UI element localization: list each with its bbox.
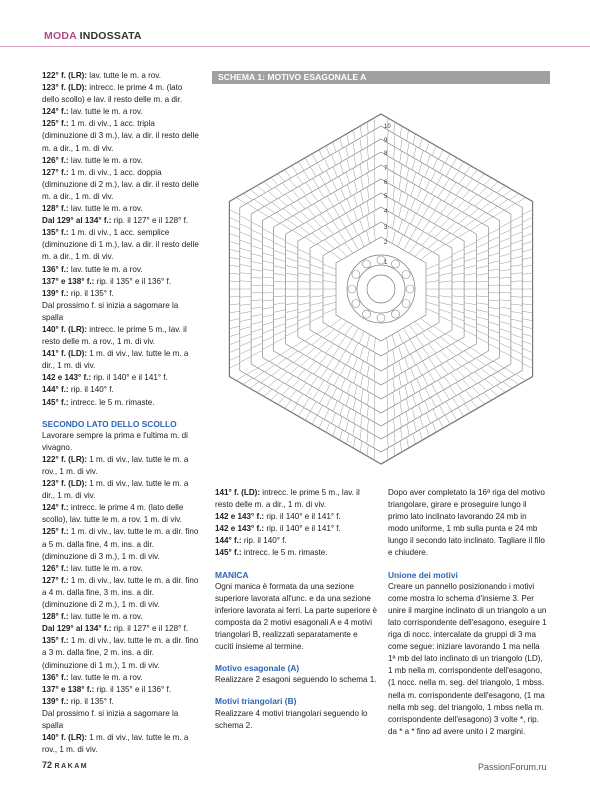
instruction-line: [42, 708, 200, 732]
row-label: 137° e 138° f.:: [42, 276, 95, 286]
instruction-line: [42, 575, 200, 611]
instruction-line: [215, 487, 377, 511]
row-label: 144° f.:: [42, 385, 69, 395]
column-middle: [215, 487, 377, 732]
round-number: 1: [384, 260, 388, 266]
instruction-line: [42, 684, 200, 696]
row-text: rip. il 140° e il 141° f.: [91, 373, 168, 383]
row-label: 137° e 138° f.:: [42, 684, 95, 694]
instruction-line: [42, 623, 200, 635]
column-right: [388, 487, 548, 738]
row-label: Dal 129° al 134° f.:: [42, 624, 112, 634]
row-text: Lavorare sempre la prima e l'ultima m. di vivagno.: [42, 430, 188, 452]
row-label: 125° f.:: [42, 527, 69, 537]
row-label: 127° f.:: [42, 575, 69, 585]
round-number: 7: [384, 166, 388, 172]
instruction-line: [42, 155, 200, 167]
row-text: intrecc. le 5 m. rimaste.: [241, 548, 328, 558]
row-text: lav. tutte le m. a rov.: [68, 612, 143, 622]
row-text: intrecc. le prime 4 m. (lato dello scollo) e lav. il resto delle m. a dir.: [42, 83, 183, 105]
row-label: Dal 129° al 134° f.:: [42, 216, 112, 226]
row-text: 1 m. di viv., lav. tutte le m. a dir., 1 m. di viv.: [42, 349, 189, 371]
heading-unione: Unione dei motivi: [388, 569, 458, 580]
instruction-line: [42, 106, 200, 118]
round-number: 8: [384, 151, 388, 157]
center-ring: [367, 275, 395, 303]
instruction-line: [42, 478, 200, 502]
hexagon-round: [323, 222, 439, 356]
row-label: 122° f. (LR):: [42, 71, 88, 80]
instruction-line: [42, 430, 200, 454]
row-text: rip. il 127° e il 128° f.: [111, 624, 189, 634]
instruction-line: [42, 454, 200, 478]
instruction-line: [42, 384, 200, 396]
instruction-line: [42, 276, 200, 288]
row-text: rip. il 135° e il 136° f.: [94, 684, 172, 694]
row-text: rip. il 127° e il 128° f.: [111, 216, 189, 226]
instruction-line: [42, 526, 200, 562]
round-number: 10: [384, 124, 391, 130]
instruction-line: [215, 523, 377, 535]
magazine-name: RAKAM: [54, 763, 89, 770]
row-label: 126° f.:: [42, 155, 69, 165]
row-label: 124° f.:: [42, 503, 69, 513]
instruction-line: [42, 118, 200, 154]
paragraph: Dopo aver completato la 16ª riga del motivo triangolare, girare e proseguire lungo il primo lato inclinato lavorando 24 mb in modo uniforme, 1 mb sulla punta e 24 mb lungo il secondo lato inclinato. Tagliare il filo e chiudere.: [388, 488, 545, 558]
instruction-line: [42, 348, 200, 372]
heading-secondo-lato: SECONDO LATO DELLO SCOLLO: [42, 418, 177, 429]
row-label: 139° f.:: [42, 288, 69, 298]
row-text: rip. il 135° e il 136° f.: [94, 276, 172, 286]
row-label: 127° f.:: [42, 167, 69, 177]
instruction-line: [42, 82, 200, 106]
row-label: 142 e 143° f.:: [215, 512, 265, 522]
row-label: 141° f. (LD):: [42, 349, 88, 359]
instruction-line: [42, 70, 200, 82]
row-label: 126° f.:: [42, 563, 69, 573]
row-text: lav. tutte le m. a rov.: [87, 71, 161, 80]
instruction-line: [42, 563, 200, 575]
row-text: 1 m. di viv., 1 acc. semplice (diminuzione di 1 m.), lav. a dir. il resto delle m. a dir., 1 m. di viv.: [42, 228, 199, 262]
instruction-line: [42, 203, 200, 215]
row-label: 135° f.:: [42, 228, 69, 238]
row-text: intrecc. le prime 5 m., lav. il resto delle m. a rov., 1 m. di viv.: [42, 324, 187, 347]
row-text: 1 m. di viv., 1 acc. doppia (diminuzione di 2 m.), lav. a dir. il resto delle m. a dir., 1 m. di viv.: [42, 167, 199, 201]
paragraph: Creare un pannello posizionando i motivi come mostra lo schema d'insieme 3. Per unire il margine inclinato di un triangolo a un lato corrispondente dell'esagono, eseguire 1 riga di nocc. intercalate da gruppi di 3 ma come segue: iniziare lavorando 1 ma nella 1ª mb del lato inclinato di un triangolo (LD), 1 mb nella m. corrispondente dell'esagono, (1 nocc. nella m. seg. del triangolo, 1 mbss. nella m. corrispondente dell'esagono, (1 ma nella mb seg. del triangolo, 1 mbss nella m. corrispondente dell'esagono) 3 volte *, rip. da * a * fino ad avere unito i 2 margini.: [388, 581, 547, 736]
row-text: rip. il 140° f.: [68, 385, 114, 395]
row-text: lav. tutte le m. a rov.: [68, 155, 143, 165]
instruction-line: [42, 372, 200, 384]
paragraph: Realizzare 4 motivi triangolari seguendo lo schema 2.: [215, 708, 368, 730]
row-text: Dal prossimo f. si inizia a sagomare la spalla: [42, 300, 179, 322]
column-left: [42, 70, 200, 756]
instruction-line: [42, 611, 200, 623]
row-label: 123° f. (LD):: [42, 479, 88, 489]
instruction-line: [42, 732, 200, 756]
instruction-line: [42, 672, 200, 684]
instruction-line: [42, 215, 200, 227]
hexagon-round: [336, 237, 426, 341]
instruction-line: [42, 502, 200, 526]
hexagon-crochet-diagram: [212, 86, 550, 482]
round-number: 5: [384, 194, 388, 200]
header-divider: [0, 46, 590, 47]
row-text: intrecc. le prime 4 m. (lato delle scollo), lav. tutte le m. a rov. 1 m. di viv.: [42, 503, 184, 525]
watermark: PassionForum.ru: [478, 762, 547, 772]
instruction-line: [42, 288, 200, 300]
row-text: 1 m. di viv., lav. tutte le m. a dir. fino a 4 m. dalla fine, 3 m. ins. a dir. (diminuzione di 2 m.), 1 m. di viv.: [42, 575, 199, 610]
instruction-line: [215, 535, 377, 547]
instruction-line: [42, 167, 200, 203]
row-text: 1 m. di viv., lav. tutte le m. a dir. fino a 3 m. dalla fine, 2 m. ins. a dir. (diminuzione di 1 m.), 1 m. di viv.: [42, 636, 199, 670]
row-text: rip. il 140° f.: [241, 536, 287, 546]
row-label: 145° f.:: [215, 548, 242, 558]
row-text: 1 m. di viv., lav. tutte le m. a dir. fino a 5 m. dalla fine, 4 m. ins. a dir. (diminuzione di 3 m.), 1 m. di viv.: [42, 527, 199, 561]
row-text: 1 m. di viv., lav. tutte le m. a rov., 1 m. di viv.: [42, 733, 189, 755]
row-label: 128° f.:: [42, 612, 69, 622]
row-text: rip. il 135° f.: [68, 288, 114, 298]
row-text: lav. tutte le m. a rov.: [68, 107, 143, 117]
round-number: 6: [384, 180, 388, 186]
row-text: lav. tutte le m. a rov.: [68, 672, 143, 682]
row-label: 125° f.:: [42, 119, 69, 129]
row-text: Dal prossimo f. si inizia a sagomare la spalla: [42, 708, 179, 730]
row-label: 136° f.:: [42, 264, 69, 274]
row-text: lav. tutte le m. a rov.: [68, 264, 143, 274]
row-label: 142 e 143° f.:: [42, 373, 92, 383]
instruction-line: [215, 511, 377, 523]
row-label: 142 e 143° f.:: [215, 524, 265, 534]
instruction-line: [42, 696, 200, 708]
row-label: 141° f. (LD):: [215, 488, 261, 497]
row-text: lav. tutte le m. a rov.: [68, 204, 143, 214]
schema-title: SCHEMA 1: MOTIVO ESAGONALE A: [212, 71, 550, 84]
page-number: 72: [42, 760, 53, 770]
instruction-line: [42, 324, 200, 348]
row-text: rip. il 140° e il 141° f.: [264, 512, 341, 522]
row-label: 135° f.:: [42, 636, 69, 646]
row-label: 136° f.:: [42, 672, 69, 682]
row-label: 128° f.:: [42, 204, 69, 214]
heading-esagonale: Motivo esagonale (A): [215, 663, 300, 674]
instruction-line: [42, 397, 200, 409]
instruction-line: [215, 547, 377, 559]
section-header: MODA INDOSSATA: [44, 30, 142, 42]
row-text: 1 m. di viv., lav. tutte le m. a rov., 1 m. di viv.: [42, 454, 189, 476]
row-label: 139° f.:: [42, 696, 69, 706]
round-number: 9: [384, 138, 388, 144]
row-label: 140° f. (LR):: [42, 733, 88, 743]
heading-manica: MANICA: [215, 569, 249, 580]
row-text: intrecc. le prime 5 m., lav. il resto delle m. a dir., 1 m. di viv.: [215, 488, 360, 510]
row-text: intrecc. le 5 m. rimaste.: [68, 397, 155, 407]
row-text: 1 m. di viv., lav. tutte le m. a dir., 1 m. di viv.: [42, 479, 189, 501]
row-label: 145° f.:: [42, 397, 69, 407]
row-label: 140° f. (LR):: [42, 324, 88, 334]
instruction-line: [42, 300, 200, 324]
row-label: 124° f.:: [42, 107, 69, 117]
row-text: lav. tutte le m. a rov.: [68, 563, 143, 573]
round-number: 2: [384, 240, 388, 246]
row-text: rip. il 135° f.: [68, 696, 114, 706]
row-label: 144° f.:: [215, 536, 242, 546]
paragraph: Ogni manica è formata da una sezione superiore lavorata all'unc. e da una sezione inferiore lavorata ai ferri. La parte superiore è composta da 2 motivi esagonali A e 4 motivi triangolari B, realizzati separatamente e cuciti insieme al termine.: [215, 581, 377, 652]
center-ring: [357, 265, 405, 313]
row-text: rip. il 140° e il 141° f.: [264, 524, 341, 534]
paragraph: Realizzare 2 esagoni seguendo lo schema 1.: [215, 675, 377, 685]
row-label: 123° f. (LD):: [42, 83, 88, 93]
row-text: 1 m. di viv., 1 acc. tripla (diminuzione di 3 m.), lav. a dir. il resto delle m. a dir., 1 m. di viv.: [42, 119, 199, 153]
round-number: 3: [384, 225, 388, 231]
instruction-line: [42, 635, 200, 671]
heading-triangolari: Motivi triangolari (B): [215, 696, 297, 707]
row-label: 122° f. (LR):: [42, 454, 88, 464]
page-footer: [42, 760, 88, 770]
round-number: 4: [384, 209, 388, 215]
instruction-line: [42, 264, 200, 276]
instruction-line: [42, 227, 200, 263]
